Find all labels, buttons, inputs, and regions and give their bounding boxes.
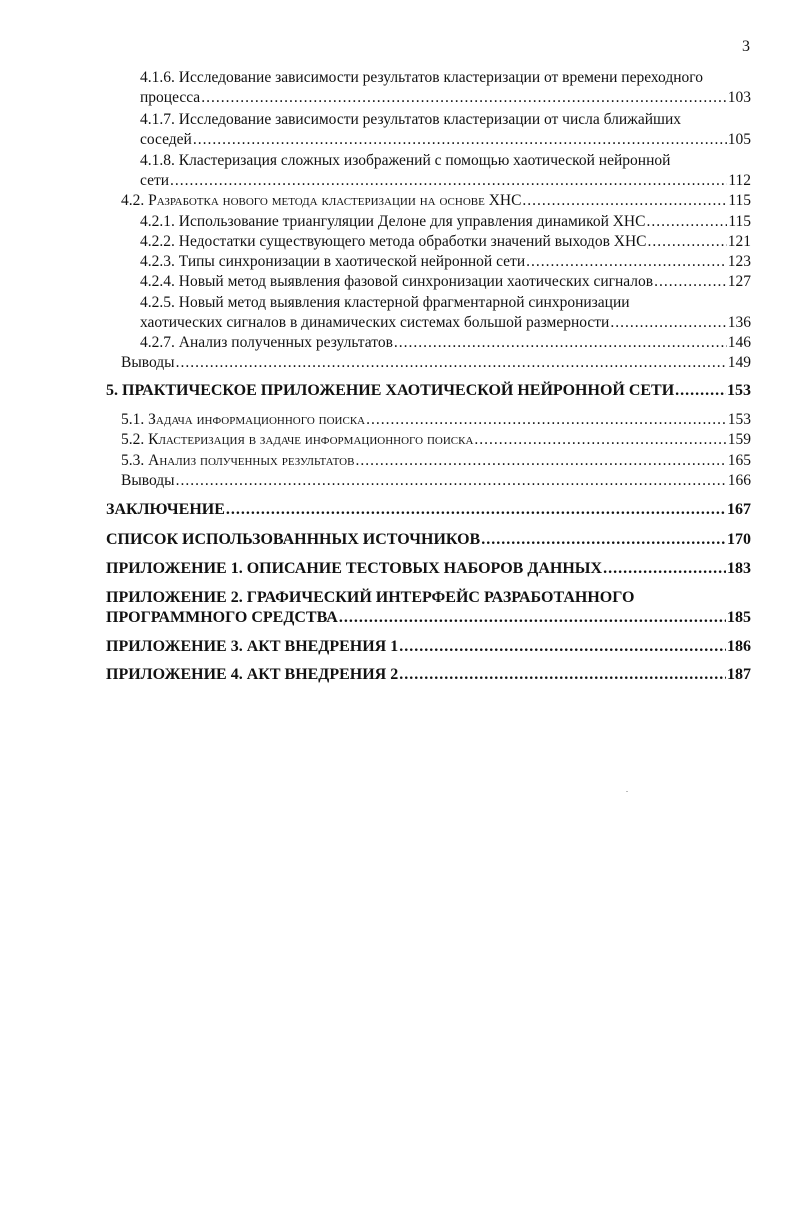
dot-leader <box>399 665 726 685</box>
toc-page-number: 170 <box>727 531 751 548</box>
toc-entry-5-3[interactable] <box>121 451 751 471</box>
toc-entry-title: 4.2.5. Новый метод выявления кластерной фрагментарной синхронизации <box>140 294 630 311</box>
toc-appendix-2[interactable] <box>106 588 751 628</box>
dot-leader <box>201 88 727 108</box>
toc-page-number: 115 <box>728 192 751 209</box>
toc-entry-title: 4.2.4. Новый метод выявления фазовой синхронизации хаотических сигналов <box>140 273 654 290</box>
toc-entry-title: 4.1.8. Кластеризация сложных изображений с помощью хаотической нейронной <box>140 152 671 169</box>
dot-leader <box>170 171 727 191</box>
toc-entry-title: 4.1.6. Исследование зависимости результатов кластеризации от времени переходного <box>140 69 703 86</box>
dot-leader <box>522 191 727 211</box>
toc-entry-4-2-3[interactable] <box>140 252 751 272</box>
toc-entry-title: 4.2.7. Анализ полученных результатов <box>140 334 393 351</box>
toc-entry-title: ЗАКЛЮЧЕНИЕ <box>106 501 225 518</box>
toc-entry-title: ПРИЛОЖЕНИЕ 3. АКТ ВНЕДРЕНИЯ 1 <box>106 638 399 655</box>
toc-entry-4-2-4[interactable] <box>140 272 751 292</box>
toc-page-number: 146 <box>727 334 751 351</box>
toc-page-number: 103 <box>727 89 751 106</box>
toc-entry-title-cont: ПРОГРАММНОГО СРЕДСТВА <box>106 609 338 626</box>
dot-leader <box>646 212 727 232</box>
toc-page-number: 149 <box>727 354 751 371</box>
toc-entry-title: 5.3. Анализ полученных результатов <box>121 452 355 469</box>
toc-entry-4-2-2[interactable] <box>140 232 751 252</box>
toc-page-number: 165 <box>727 452 751 469</box>
toc-conclusion[interactable] <box>106 500 751 520</box>
dot-leader <box>176 353 727 373</box>
toc-page-number: 166 <box>727 472 751 489</box>
toc-entry-title: 5.1. Задача информационного поиска <box>121 411 366 428</box>
dot-leader <box>394 333 727 353</box>
dot-leader <box>176 471 727 491</box>
toc-page-number: 115 <box>728 213 751 230</box>
toc-page-number: 187 <box>727 666 751 683</box>
toc-entry-4-1-8[interactable] <box>140 151 751 191</box>
toc-entry-title-cont: хаотических сигналов в динамических системах большой размерности <box>140 314 610 331</box>
toc-references[interactable] <box>106 530 751 550</box>
toc-entry-title: Выводы <box>121 354 175 371</box>
toc-page-number: 123 <box>727 253 751 270</box>
toc-entry-title: ПРИЛОЖЕНИЕ 2. ГРАФИЧЕСКИЙ ИНТЕРФЕЙС РАЗРАБОТАННОГО <box>106 589 635 606</box>
dot-leader <box>355 451 726 471</box>
toc-entry-title: 4.2.3. Типы синхронизации в хаотической нейронной сети <box>140 253 526 270</box>
toc-page-number: 183 <box>727 560 751 577</box>
toc-entry-title: 4.2.1. Использование триангуляции Делоне для управления динамикой ХНС <box>140 213 646 230</box>
toc-entry-4-2[interactable] <box>121 191 751 211</box>
toc-entry-title-cont: процесса <box>140 89 201 106</box>
dot-leader <box>675 381 726 401</box>
toc-page-number: 136 <box>727 314 751 331</box>
toc-entry-title: СПИСОК ИСПОЛЬЗОВАНННЫХ ИСТОЧНИКОВ <box>106 531 481 548</box>
toc-page-number: 186 <box>727 638 751 655</box>
dot-leader <box>610 313 726 333</box>
toc-entry-title: ПРИЛОЖЕНИЕ 4. АКТ ВНЕДРЕНИЯ 2 <box>106 666 399 683</box>
toc-entry-4-1-7[interactable] <box>140 110 751 150</box>
toc-page-number: 153 <box>727 382 751 399</box>
dot-leader <box>481 530 726 550</box>
toc-page-number: 105 <box>727 131 751 148</box>
toc-appendix-3[interactable] <box>106 637 751 657</box>
dot-leader <box>647 232 726 252</box>
toc-entry-title: 5. ПРАКТИЧЕСКОЕ ПРИЛОЖЕНИЕ ХАОТИЧЕСКОЙ НЕЙРОННОЙ СЕТИ <box>106 382 675 399</box>
toc-entry-4-conclusions[interactable] <box>121 353 751 373</box>
toc-entry-4-2-5[interactable] <box>140 293 751 333</box>
toc-entry-5-2[interactable] <box>121 430 751 450</box>
toc-entry-5-1[interactable] <box>121 410 751 430</box>
dot-leader <box>654 272 727 292</box>
toc-page-number: 121 <box>727 233 751 250</box>
toc-appendix-1[interactable] <box>106 559 751 579</box>
toc-entry-4-1-6[interactable] <box>140 68 751 108</box>
toc-entry-4-2-1[interactable] <box>140 212 751 232</box>
toc-entry-title: 4.1.7. Исследование зависимости результатов кластеризации от числа ближайших <box>140 111 682 128</box>
page-number: 3 <box>742 38 750 55</box>
dot-leader <box>526 252 727 272</box>
toc-entry-title: 4.2. Разработка нового метода кластеризации на основе ХНС <box>121 192 522 209</box>
toc-appendix-4[interactable] <box>106 665 751 685</box>
toc-chapter-5[interactable] <box>106 381 751 401</box>
dot-leader <box>339 608 726 628</box>
toc-page-number: 167 <box>727 501 751 518</box>
toc-entry-title: 5.2. Кластеризация в задаче информационного поиска <box>121 431 474 448</box>
toc-page-number: 159 <box>727 431 751 448</box>
dot-leader <box>474 430 726 450</box>
toc-entry-title: 4.2.2. Недостатки существующего метода обработки значений выходов ХНС <box>140 233 647 250</box>
toc-entry-title-cont: сети <box>140 172 170 189</box>
dot-leader <box>366 410 727 430</box>
toc-entry-title: ПРИЛОЖЕНИЕ 1. ОПИСАНИЕ ТЕСТОВЫХ НАБОРОВ ДАННЫХ <box>106 560 603 577</box>
toc-entry-5-conclusions[interactable] <box>121 471 751 491</box>
toc-page-number: 127 <box>727 273 751 290</box>
toc-page-number: 112 <box>728 172 751 189</box>
scan-speck <box>626 791 628 792</box>
toc-page-number: 185 <box>727 609 751 626</box>
toc-page-number: 153 <box>727 411 751 428</box>
toc-entry-title-cont: соседей <box>140 131 192 148</box>
dot-leader <box>399 637 726 657</box>
toc-entry-title: Выводы <box>121 472 175 489</box>
dot-leader <box>193 130 727 150</box>
dot-leader <box>603 559 726 579</box>
dot-leader <box>226 500 726 520</box>
toc-entry-4-2-7[interactable] <box>140 333 751 353</box>
